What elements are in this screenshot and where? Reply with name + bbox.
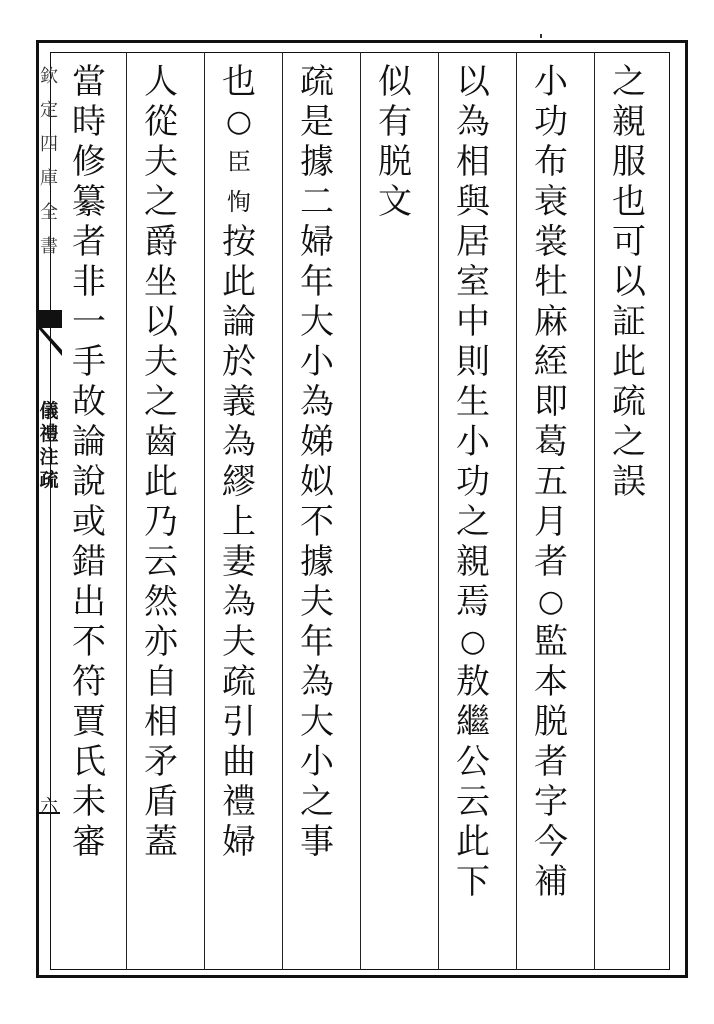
character: 大 <box>300 302 334 342</box>
character: 即 <box>534 382 568 422</box>
column-rule <box>594 52 595 970</box>
text-column-6 <box>210 62 268 962</box>
character: 可 <box>612 222 646 262</box>
section-mark: ○ <box>537 584 565 619</box>
character: 此 <box>456 822 490 862</box>
character: 公 <box>456 742 490 782</box>
character: 親 <box>456 542 490 582</box>
character: 疏 <box>300 62 334 102</box>
character: 審 <box>72 822 106 862</box>
character: 証 <box>612 302 646 342</box>
character: 之 <box>612 422 646 462</box>
character: 禮 <box>39 423 59 445</box>
column-rule <box>282 52 283 970</box>
character: 居 <box>456 222 490 262</box>
character: 之 <box>300 782 334 822</box>
column-rule <box>360 52 361 970</box>
character: 據 <box>300 142 334 182</box>
text-column-3 <box>444 62 502 962</box>
character: 未 <box>72 782 106 822</box>
character: 齒 <box>144 422 178 462</box>
page-number: 六 <box>40 796 58 817</box>
character: 脱 <box>534 702 568 742</box>
character: 欽 <box>40 66 58 87</box>
character: 繆 <box>222 462 256 502</box>
character: 為 <box>222 582 256 622</box>
character: 注 <box>39 446 59 468</box>
character: 生 <box>456 382 490 422</box>
character: 出 <box>72 582 106 622</box>
character: 禮 <box>222 782 256 822</box>
character: 中 <box>456 302 490 342</box>
character: 是 <box>300 102 334 142</box>
character: 娣 <box>300 422 334 462</box>
character: 據 <box>300 542 334 582</box>
character: 坐 <box>144 262 178 302</box>
character: 親 <box>612 102 646 142</box>
scan-speck <box>540 34 542 38</box>
character: 為 <box>300 382 334 422</box>
character: 氏 <box>72 742 106 782</box>
character: 年 <box>300 262 334 302</box>
character: 此 <box>612 342 646 382</box>
character: 論 <box>222 302 256 342</box>
character: 小 <box>456 422 490 462</box>
character: 蓋 <box>144 822 178 862</box>
character: 月 <box>534 502 568 542</box>
character: 裳 <box>534 222 568 262</box>
character: 曲 <box>222 742 256 782</box>
character: 年 <box>300 622 334 662</box>
character: 相 <box>456 142 490 182</box>
character: 然 <box>144 582 178 622</box>
character: 臣 <box>227 148 251 176</box>
character: 者 <box>534 542 568 582</box>
character: 者 <box>534 742 568 782</box>
character: 文 <box>378 182 412 222</box>
character: 以 <box>144 302 178 342</box>
character: 論 <box>72 422 106 462</box>
character: 云 <box>456 782 490 822</box>
character: 矛 <box>144 742 178 782</box>
character: 儀 <box>39 400 59 422</box>
character: 功 <box>534 102 568 142</box>
character: 焉 <box>456 582 490 622</box>
character: 亦 <box>144 622 178 662</box>
character: 似 <box>378 62 412 102</box>
character: 賈 <box>72 702 106 742</box>
character: 說 <box>72 462 106 502</box>
character: 婦 <box>300 222 334 262</box>
character: 庫 <box>40 168 58 189</box>
character: 監 <box>534 622 568 662</box>
character: 繼 <box>456 702 490 742</box>
character: 此 <box>144 462 178 502</box>
character: 時 <box>72 102 106 142</box>
character: 自 <box>144 662 178 702</box>
character: 符 <box>72 662 106 702</box>
character: 爵 <box>144 222 178 262</box>
character: 之 <box>612 62 646 102</box>
column-rule <box>438 52 439 970</box>
page-number-rule <box>38 812 60 814</box>
character: 脱 <box>378 142 412 182</box>
text-column-5 <box>288 62 346 962</box>
character: 室 <box>456 262 490 302</box>
character: 當 <box>72 62 106 102</box>
character: 小 <box>300 342 334 382</box>
character: 恂 <box>227 188 251 216</box>
character: 纂 <box>72 182 106 222</box>
character: 姒 <box>300 462 334 502</box>
character: 敖 <box>456 662 490 702</box>
character: 則 <box>456 342 490 382</box>
character: 四 <box>40 134 58 155</box>
character: 云 <box>144 542 178 582</box>
character: 者 <box>72 222 106 262</box>
library-mark <box>38 60 60 264</box>
character: 人 <box>144 62 178 102</box>
character: 疏 <box>612 382 646 422</box>
character: 本 <box>534 662 568 702</box>
character: 此 <box>222 262 256 302</box>
character: 下 <box>456 862 490 902</box>
character: 葛 <box>534 422 568 462</box>
text-column-7 <box>132 62 190 962</box>
character: 從 <box>144 102 178 142</box>
character: 也 <box>612 182 646 222</box>
character: 按 <box>222 222 256 262</box>
book-title <box>38 400 60 492</box>
text-column-1 <box>600 62 658 962</box>
character: 為 <box>222 422 256 462</box>
text-column-4 <box>366 62 424 962</box>
character: 書 <box>40 236 58 257</box>
character: 妻 <box>222 542 256 582</box>
character: 小 <box>300 742 334 782</box>
column-rule <box>204 52 205 970</box>
character: 不 <box>300 502 334 542</box>
section-mark: ○ <box>225 104 253 139</box>
column-rule <box>126 52 127 970</box>
character: 或 <box>72 502 106 542</box>
character: 引 <box>222 702 256 742</box>
character: 之 <box>456 502 490 542</box>
text-column-2 <box>522 62 580 962</box>
character: 全 <box>40 202 58 223</box>
character: 補 <box>534 862 568 902</box>
character: 五 <box>534 462 568 502</box>
character: 義 <box>222 382 256 422</box>
fish-tail-mark <box>38 310 62 356</box>
character: 誤 <box>612 462 646 502</box>
character: 疏 <box>222 662 256 702</box>
character: 字 <box>534 782 568 822</box>
character: 麻 <box>534 302 568 342</box>
character: 也 <box>222 62 256 102</box>
character: 二 <box>300 182 334 222</box>
character: 之 <box>144 182 178 222</box>
section-mark: ○ <box>459 624 487 659</box>
character: 錯 <box>72 542 106 582</box>
character: 布 <box>534 142 568 182</box>
character: 婦 <box>222 822 256 862</box>
character: 為 <box>456 102 490 142</box>
character: 上 <box>222 502 256 542</box>
character: 牡 <box>534 262 568 302</box>
character: 與 <box>456 182 490 222</box>
character: 有 <box>378 102 412 142</box>
character: 夫 <box>144 342 178 382</box>
character: 大 <box>300 702 334 742</box>
character: 以 <box>612 262 646 302</box>
character: 相 <box>144 702 178 742</box>
character: 事 <box>300 822 334 862</box>
character: 盾 <box>144 782 178 822</box>
character: 非 <box>72 262 106 302</box>
character: 以 <box>456 62 490 102</box>
character: 夫 <box>300 582 334 622</box>
character: 手 <box>72 342 106 382</box>
character: 之 <box>144 382 178 422</box>
character: 一 <box>72 302 106 342</box>
character: 服 <box>612 142 646 182</box>
character: 絰 <box>534 342 568 382</box>
character: 夫 <box>222 622 256 662</box>
text-column-8 <box>60 62 118 962</box>
character: 為 <box>300 662 334 702</box>
character: 衰 <box>534 182 568 222</box>
character: 夫 <box>144 142 178 182</box>
character: 疏 <box>39 469 59 491</box>
character: 乃 <box>144 502 178 542</box>
character: 於 <box>222 342 256 382</box>
column-rule <box>516 52 517 970</box>
character: 不 <box>72 622 106 662</box>
character: 小 <box>534 62 568 102</box>
character: 修 <box>72 142 106 182</box>
character: 故 <box>72 382 106 422</box>
character: 今 <box>534 822 568 862</box>
character: 定 <box>40 100 58 121</box>
character: 功 <box>456 462 490 502</box>
